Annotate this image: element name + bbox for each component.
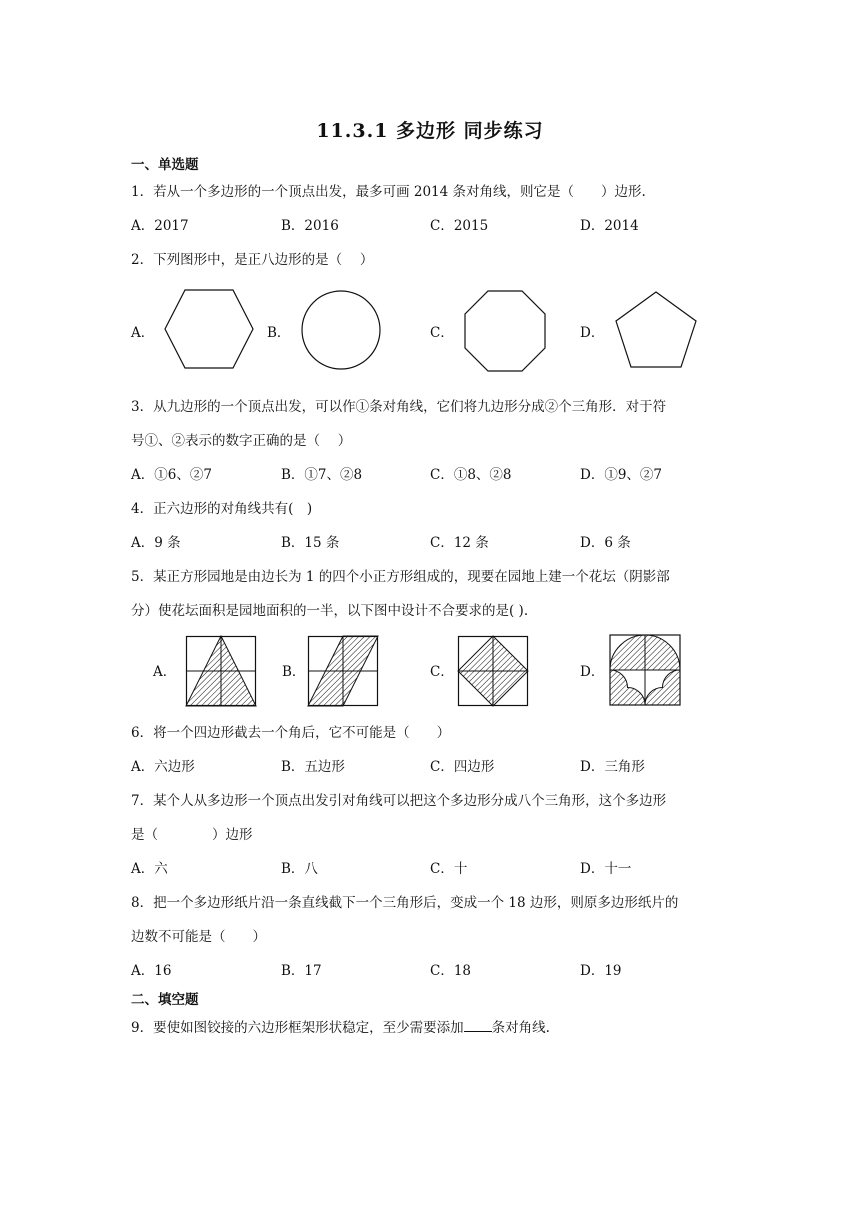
question-2-option-d: D． [580,325,605,341]
page-title: 11.3.1 多边形 同步练习 [316,120,544,142]
garden-design-c-figure [458,636,528,706]
question-9-answer-blank [464,1019,492,1032]
garden-design-a-figure [186,636,256,706]
question-8-option-b: B．17 [281,963,322,979]
question-7-text-line-1: 7．某个人从多边形一个顶点出发引对角线可以把这个多边形分成八个三角形，这个多边形 [131,793,667,809]
question-1-option-a: A．2017 [131,218,189,234]
question-8-option-d: D．19 [580,963,622,979]
question-1-option-c: C．2015 [430,218,489,234]
circle-figure [300,289,382,371]
question-1-option-b: B．2016 [281,218,339,234]
question-2-text: 2．下列图形中，是正八边形的是（ ） [131,252,374,268]
question-5-text-line-1: 5．某正方形园地是由边长为 1 的四个小正方形组成的，现要在园地上建一个花坛（阴影部 [131,569,670,585]
section-heading-fill-blank: 二、填空题 [131,992,199,1008]
question-6-option-d: D．三角形 [580,759,645,775]
question-8-text-line-1: 8．把一个多边形纸片沿一条直线截下一个三角形后，变成一个 18 边形，则原多边形纸片的 [131,895,679,911]
question-3-option-a: A．①6、②7 [131,467,212,483]
question-1-option-d: D．2014 [580,218,639,234]
question-9-text-before: 9．要使如图铰接的六边形框架形状稳定，至少需要添加 [131,1020,464,1036]
question-8-text-line-2: 边数不可能是（ ） [131,929,266,945]
question-4-option-c: C．12 条 [430,535,489,551]
question-7-option-a: A．六 [131,861,168,877]
question-1-text: 1．若从一个多边形的一个顶点出发，最多可画 2014 条对角线，则它是（ ）边形. [131,184,646,200]
question-4-option-d: D．6 条 [580,535,631,551]
question-4-option-b: B．15 条 [281,535,340,551]
question-6-option-c: C．四边形 [430,759,495,775]
question-3-option-d: D．①9、②7 [580,467,663,483]
question-8-option-a: A．16 [131,963,172,979]
question-2-option-c: C． [430,325,454,341]
question-7-option-b: B．八 [281,861,318,877]
question-3-text-line-1: 3．从九边形的一个顶点出发，可以作①条对角线，它们将九边形分成②个三角形．对于符 [131,399,667,415]
garden-design-d-figure [609,634,681,706]
question-7-option-d: D．十一 [580,861,632,877]
question-5-option-a: A． [153,664,177,680]
question-7-option-c: C．十 [430,861,468,877]
pentagon-figure [615,291,697,369]
question-5-option-c: C． [430,664,454,680]
question-9-text [131,1016,550,1036]
question-4-text: 4．正六边形的对角线共有( ) [131,501,313,517]
question-3-option-b: B．①7、②8 [281,467,363,483]
section-heading-single-choice: 一、单选题 [131,157,199,173]
hexagon-figure [163,288,255,370]
question-3-option-c: C．①8、②8 [430,467,512,483]
question-5-text-line-2: 分）使花坛面积是园地面积的一半，以下图中设计不合要求的是( ). [131,603,529,619]
question-5-option-b: B． [282,664,306,680]
question-4-option-a: A．9 条 [131,535,181,551]
question-7-text-line-2: 是（ ）边形 [131,827,253,843]
question-2-option-b: B． [267,325,291,341]
question-9-text-after: 条对角线. [491,1020,550,1036]
octagon-figure [464,290,546,372]
question-3-text-line-2: 号①、②表示的数字正确的是（ ） [131,433,352,449]
question-6-option-b: B．五边形 [281,759,345,775]
question-8-option-c: C．18 [430,963,472,979]
question-6-text: 6．将一个四边形截去一个角后，它不可能是（ ） [131,725,451,741]
question-5-option-d: D． [580,664,605,680]
garden-design-b-figure [308,636,378,706]
question-6-option-a: A．六边形 [131,759,195,775]
question-2-option-a: A． [131,325,155,341]
